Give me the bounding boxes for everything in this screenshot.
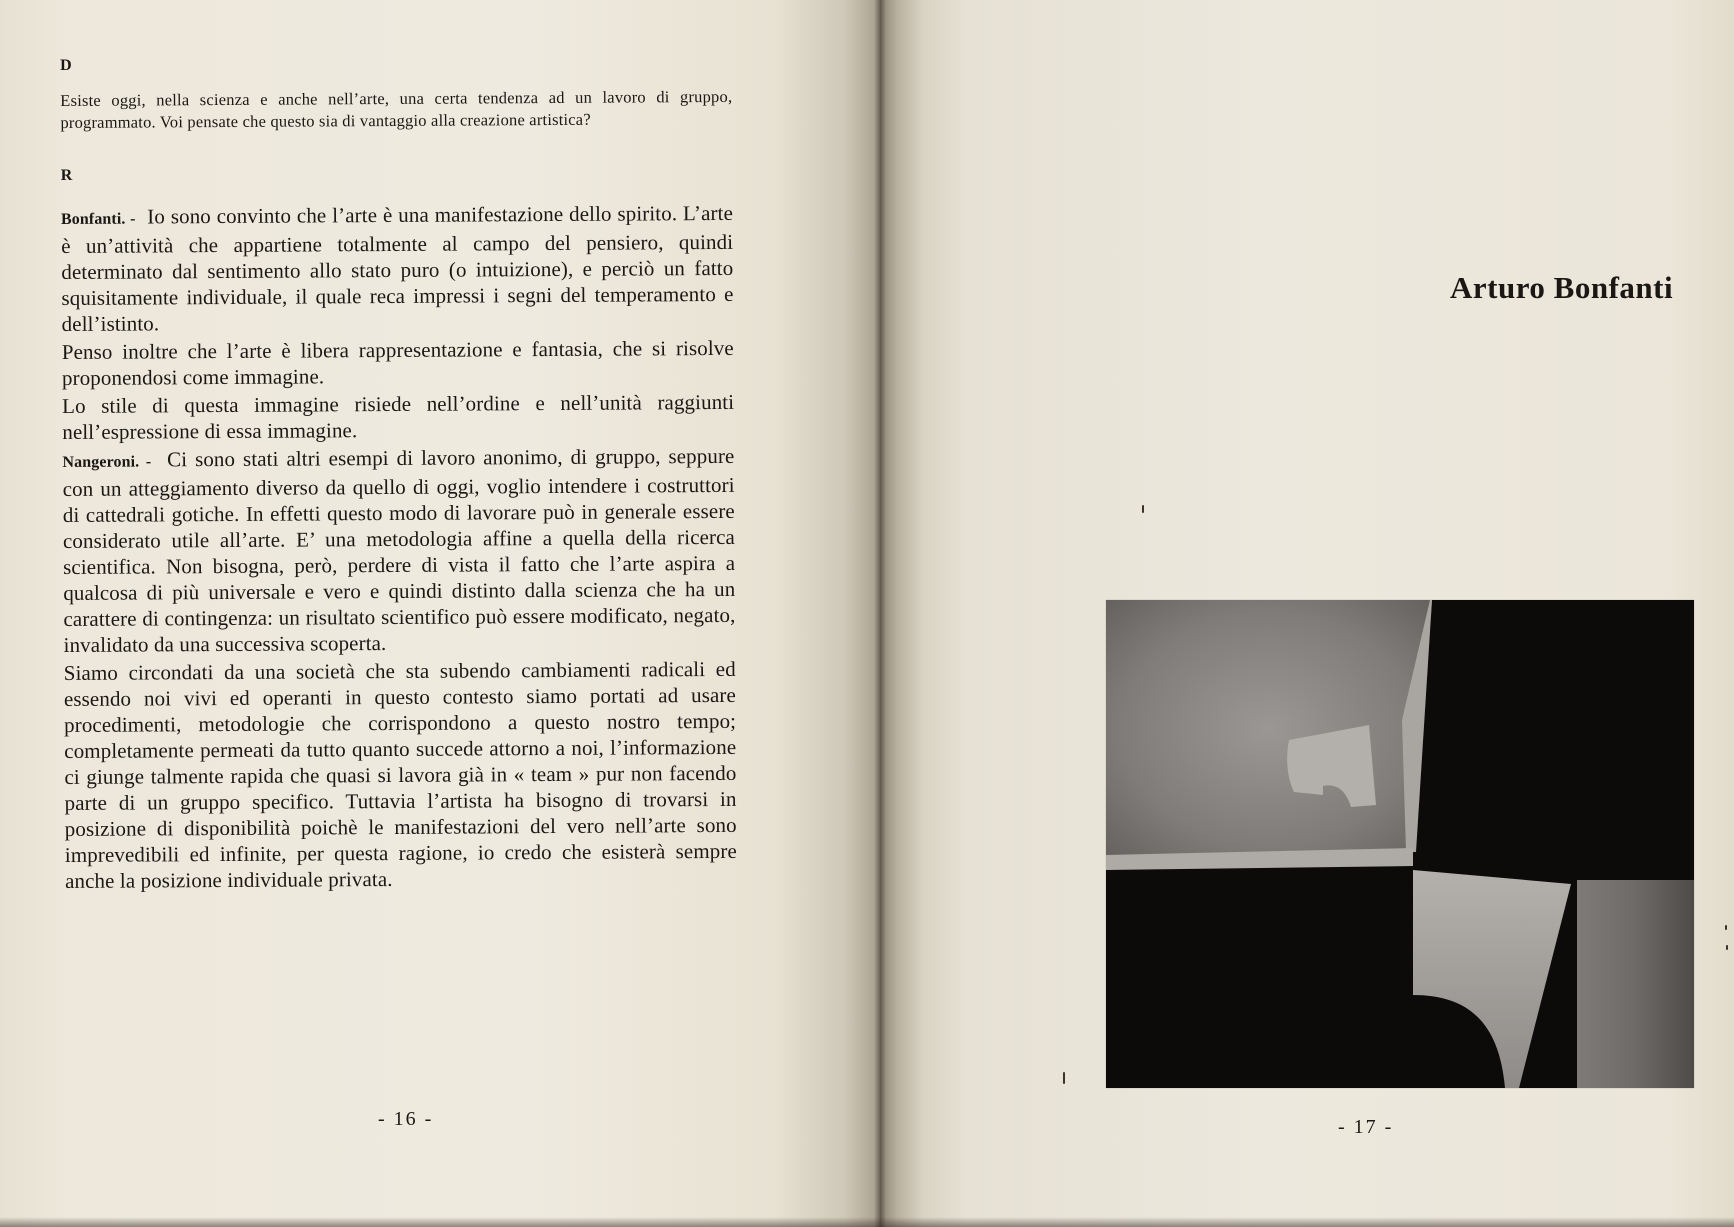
- right-page: [880, 0, 1734, 1227]
- bonfanti-paragraph-2: Penso inoltre che l’arte è libera rappresentazione e fantasia, che si risolve proponendosi come immagine.: [61, 335, 734, 390]
- speck-mark: [1063, 1072, 1065, 1084]
- bonfanti-paragraph-3: Lo stile di questa immagine risiede nell’ordine e nell’unità raggiunti nell’espressione di essa immagine.: [62, 389, 735, 444]
- artist-name: Arturo Bonfanti: [1450, 270, 1674, 305]
- abstract-composition-image: [1106, 600, 1694, 1088]
- bonfanti-paragraph-1: [61, 200, 734, 337]
- nangeroni-paragraph-2: Siamo circondati da una società che sta subendo cambiamenti radicali ed essendo noi vivi ed operanti in questo contesto siamo portati ad usare procedimenti, metodologie che corrispondono a questo nostro tempo; completamente permeati da tutto quanto succede attorno a noi, l’informazione ci giunge talmente rapida che quasi si lavora già in « team » pur non facendo parte di un gruppo specifico. Tuttavia l’artista ha bisogno di trovarsi in posizione di disponibilità poichè le manifestazioni del vero nell’arte sono imprevedibili ed infinite, per questa ragione, io credo che esisterà sempre anche la posizione individuale privata.: [63, 656, 737, 893]
- speck-mark: [1142, 505, 1144, 513]
- answer-marker: R: [60, 166, 73, 184]
- grey-panel-top-left: [1106, 600, 1432, 858]
- question-text: Esiste oggi, nella scienza e anche nell’arte, una certa tendenza ad un lavoro di gruppo, programmato. Voi pensate che questo sia di vantaggio alla creazione artistica?: [60, 86, 733, 132]
- page-number-left: - 16 -: [378, 1108, 434, 1130]
- interview-text: [60, 52, 737, 894]
- page-number-right: - 17 -: [1338, 1116, 1394, 1138]
- speck-mark: [1726, 945, 1728, 950]
- speaker-bonfanti: Bonfanti. -: [60, 210, 136, 228]
- question-marker: D: [60, 56, 72, 74]
- book-gutter: [874, 0, 886, 1227]
- grey-strip-right: [1577, 880, 1694, 1088]
- speck-mark: [1725, 925, 1727, 930]
- speaker-nangeroni: Nangeroni. -: [62, 453, 152, 471]
- nangeroni-text-1: Ci sono stati altri esempi di lavoro anonimo, di gruppo, seppure con un atteggiamento diverso da quello di oggi, voglio intendere i costruttori di cattedrali gotiche. In effetti questo modo di lavorare può in generale essere considerato utile all’arte. E’ una metodologia affine a quella della ricerca scientifica. Non bisogna, però, perdere di vista il fatto che l’arte aspira a qualcosa di più universale e vero e quindi distinto dalla scienza che ha un carattere di contingenza: un risultato scientifico può essere modificato, negato, invalidato da una successiva scoperta.: [62, 443, 736, 657]
- page-bottom-edge: [0, 1217, 1734, 1227]
- bonfanti-text-1: Io sono convinto che l’arte è una manifestazione dello spirito. L’arte è un’attività che appartiene totalmente al campo del pensiero, quindi determinato dal sentimento allo stato puro (o intuizione), e perciò un fatto squisitamente individuale, il quale reca impressi i segni del temperamento e dell’istinto.: [61, 200, 734, 336]
- artwork-reproduction: [1106, 600, 1694, 1088]
- nangeroni-paragraph-1: [62, 443, 735, 658]
